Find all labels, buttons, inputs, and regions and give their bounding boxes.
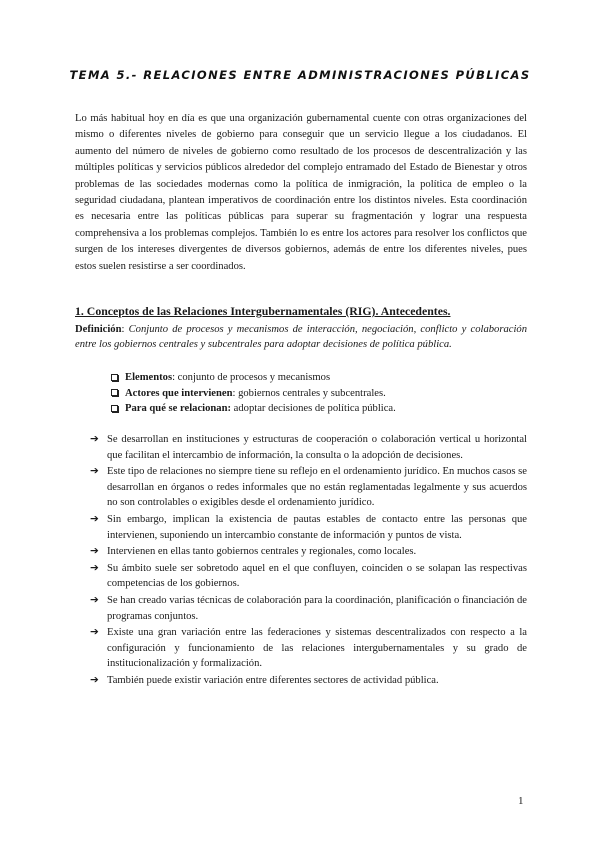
checkbox-icon [111,374,118,381]
bullet-item [90,512,527,543]
bullet-item [90,561,527,592]
definition-label: Definición [75,324,122,335]
arrow-right-icon: ➔ [90,433,99,445]
bullet-text: Se han creado varias técnicas de colaboración para la coordinación, planificación o financiación de programas conjuntos. [107,594,527,622]
bullet-item [90,625,527,672]
bullet-text: Su ámbito suele ser sobretodo aquel en el que confluyen, coinciden o se solapan las respectivas competencias de los gobiernos. [107,562,527,590]
definition-paragraph [75,322,527,352]
checkbox-icon [111,405,118,412]
section-heading: 1. Conceptos de las Relaciones Intergubernamentales (RIG). Antecedentes. [75,304,451,318]
arrow-right-icon: ➔ [90,593,99,606]
bullet-item [90,544,527,560]
checklist-item [111,401,527,417]
bullet-text: Se desarrollan en instituciones y estructuras de cooperación o colaboración vertical u horizontal que facilitan el intercambio de información, la consulta o la adopción de decisiones. [107,434,527,461]
checklist-item-text: : conjunto de procesos y mecanismos [172,372,331,383]
checklist-item [111,370,527,386]
definition-separator: : [121,324,129,335]
checklist-item-label: Actores que intervienen [125,387,233,399]
bullet-item [90,464,527,511]
arrow-right-icon: ➔ [90,673,99,686]
bullet-text: Existe una gran variación entre las federaciones y sistemas descentralizados con respecto a la configuración y funcionamiento de las relaciones intergubernamentales y su grado de institucionalización y formalización. [107,627,527,670]
checklist-item-text: : gobiernos centrales y subcentrales. [232,387,386,399]
arrow-right-icon: ➔ [90,561,99,574]
bullet-text: Sin embargo, implican la existencia de pautas estables de contacto entre las personas que intervienen, suponiendo un intercambio constante de información y puntos de vista. [107,513,527,541]
page-title: TEMA 5.- RELACIONES ENTRE ADMINISTRACIONES PÚBLICAS [69,68,531,82]
checklist-item [111,386,527,402]
bullet-text: También puede existir variación entre diferentes sectores de actividad pública. [107,674,439,686]
definition-text: Conjunto de procesos y mecanismos de interacción, negociación, conflicto y colaboración entre los gobiernos centrales y subcentrales para adoptar decisiones de política pública. [75,324,527,350]
intro-paragraph: Lo más habitual hoy en día es que una organización gubernamental cuente con otras organizaciones del mismo o diferentes niveles de gobierno para conseguir que un servicio llegue a los ciudadanos. El aumento del número de niveles de gobierno como resultado de los procesos de descentralización y las múltiples políticas y servicios públicos alrededor del complejo entramado del Estado de Bienestar y otros problemas de las sociedades modernas como la política de inmigración, la política de empleo o la seguridad ciudadana, plantean imperativos de coordinación entre los distintos niveles. Esta coordinación es necesaria entre las políticas públicas para superar su fragmentación y lograr una respuesta comprehensiva a los problemas complejos. También lo es entre los actores para resolver los conflictos que surgen de los intereses divergentes de diversos gobiernos, además de entre los diferentes niveles, pues estos suelen resistirse a ser coordinados. [75,113,527,272]
checklist-item-text: adoptar decisiones de política pública. [231,403,396,415]
bullet-text: Este tipo de relaciones no siempre tiene su reflejo en el ordenamiento jurídico. En muchos casos se desarrollan en órganos o redes informales que no están reglamentadas legalmente y sus acuerdos no son controlables o exigibles desde el ordenamiento jurídico. [107,466,527,509]
arrow-right-icon: ➔ [90,626,99,639]
arrow-bullet-list [90,432,527,690]
page-number: 1 [518,795,524,807]
bullet-item [90,593,527,624]
bullet-item [90,673,527,689]
arrow-right-icon: ➔ [90,465,99,478]
bullet-text: Intervienen en ellas tanto gobiernos centrales y regionales, como locales. [107,546,417,558]
arrow-right-icon: ➔ [90,545,99,558]
checklist-item-label: Elementos [125,372,173,383]
checklist [111,370,527,417]
checkbox-icon [111,389,118,396]
arrow-right-icon: ➔ [90,512,99,525]
checklist-item-label: Para qué se relacionan: [125,403,232,415]
bullet-item [90,432,527,463]
